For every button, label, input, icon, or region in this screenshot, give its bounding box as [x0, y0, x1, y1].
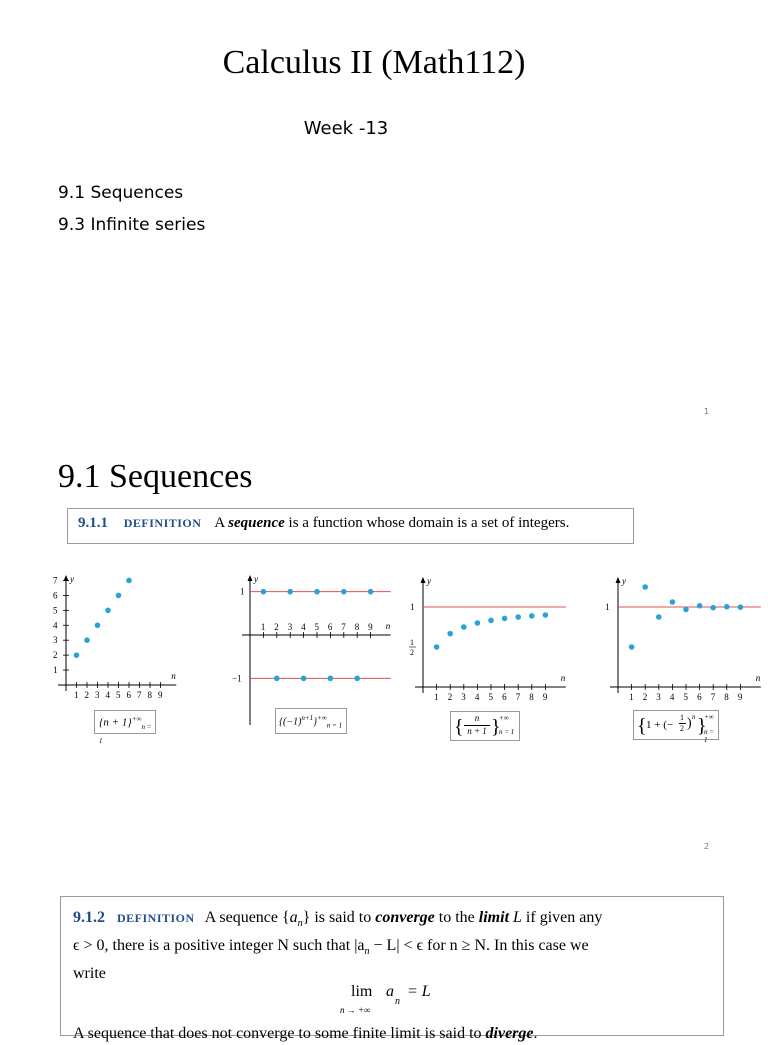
caption-exp: n [692, 713, 696, 721]
data-point [116, 593, 122, 599]
data-point [502, 616, 508, 622]
y-axis-arrow [616, 577, 621, 583]
x-tick-label: 6 [126, 690, 131, 700]
data-point [434, 644, 440, 650]
x-tick-label: 9 [368, 622, 373, 632]
y-tick-label: 2 [53, 650, 58, 661]
x-tick-label: 2 [642, 692, 648, 702]
caption-box-3: { n n + 1 } +∞ n = 1 [450, 711, 520, 741]
x-tick-label: 8 [354, 622, 360, 632]
text: to the [434, 909, 479, 926]
definition-line-1 [73, 907, 723, 935]
definition-text-before: A [214, 515, 229, 531]
section-heading: 9.1 Sequences [58, 458, 253, 495]
x-tick-label: 4 [105, 690, 110, 700]
x-tick-label: 6 [502, 692, 507, 702]
data-point [515, 614, 521, 620]
data-point [341, 589, 347, 595]
x-tick-label: 1 [629, 692, 634, 702]
caption-close: } [313, 716, 318, 728]
page-number: 1 [704, 407, 710, 416]
data-point [543, 612, 549, 618]
data-point [529, 613, 535, 619]
x-tick-label: 8 [147, 690, 152, 700]
caption-sup: +∞ [131, 715, 142, 723]
definition-line-4 [73, 1023, 723, 1045]
caption-den: n + 1 [467, 726, 487, 736]
text: ϵ > 0, there is a positive integer N such that |a [73, 937, 365, 955]
var-sub: n [364, 946, 370, 958]
caption-exp: n+1 [301, 714, 314, 722]
y-tick-label: −1 [232, 673, 242, 684]
x-tick-label: 7 [515, 692, 521, 702]
caption-frac-num: 1 [680, 713, 684, 722]
x-tick-label: 5 [314, 622, 319, 632]
caption-num: n [474, 713, 480, 723]
x-axis-label: n [171, 671, 176, 681]
x-tick-label: 5 [683, 692, 688, 702]
caption-sub: n = 1 [499, 728, 515, 736]
x-tick-label: 3 [95, 690, 100, 700]
y-tick-label: 6 [53, 590, 58, 601]
x-tick-label: 4 [301, 622, 306, 632]
x-axis-label: n [560, 673, 566, 683]
caption-sub: n = 1 [704, 728, 714, 744]
data-point [738, 604, 744, 610]
y-axis-arrow [421, 577, 426, 583]
x-tick-label: 3 [287, 622, 293, 632]
y-axis-label: y [70, 574, 74, 584]
data-point [368, 589, 374, 595]
caption-frac-den: 2 [680, 724, 684, 733]
y-tick-label: 1 [53, 665, 58, 676]
text: . [533, 1025, 538, 1043]
lim-under: n → +∞ [340, 1005, 371, 1016]
y-tick-label: 4 [53, 620, 58, 631]
data-point [287, 589, 293, 595]
data-point [724, 604, 730, 610]
definition-number: 9.1.2 [73, 909, 105, 926]
data-point [74, 652, 80, 658]
term-limit: limit [478, 909, 510, 926]
data-point [447, 631, 453, 637]
x-tick-label: 7 [710, 692, 716, 702]
data-point [314, 589, 320, 595]
y-tick-label: 1 [410, 602, 415, 612]
week-label: Week -13 [303, 118, 389, 139]
data-point [328, 676, 334, 682]
x-tick-label: 8 [724, 692, 729, 702]
x-axis-label: n [385, 621, 391, 631]
data-point [461, 624, 467, 630]
y-tick-label-num: 1 [410, 638, 414, 647]
caption-text: 1 + (− [646, 719, 674, 731]
x-axis-label: n [755, 673, 761, 683]
x-tick-label: 1 [74, 690, 79, 700]
x-tick-label: 9 [737, 692, 743, 702]
x-tick-label: 2 [447, 692, 453, 702]
caption-box-1 [94, 710, 156, 746]
data-point [84, 637, 90, 643]
caption-sup: +∞ [499, 714, 509, 722]
definition-text-after: is a function whose domain is a set of integers. [284, 515, 570, 531]
data-point [488, 618, 494, 624]
slide-1 [0, 0, 768, 432]
text: − L| < ϵ for n ≥ N. In this case we [369, 937, 589, 955]
limit-formula [73, 985, 723, 1023]
toc-item-sequences: 9.1 Sequences [58, 183, 184, 203]
y-tick-label: 3 [53, 635, 58, 646]
x-tick-label: 6 [327, 622, 333, 632]
caption-box-4: { 1 + (− 1 2 ) n } +∞ n = 1 [633, 710, 719, 740]
lim-text: lim [351, 983, 373, 1001]
y-axis-label: y [254, 574, 258, 584]
data-point [274, 676, 280, 682]
y-tick-label: 7 [53, 575, 58, 586]
x-tick-label: 5 [116, 690, 121, 700]
caption-text: {n + 1} [99, 716, 132, 729]
term-diverge: diverge [485, 1025, 534, 1043]
data-point [475, 620, 481, 626]
caption-text: {(−1) [279, 716, 302, 728]
definition-keyword: DEFINITION [123, 516, 202, 530]
lim-rhs: a [386, 983, 394, 1001]
x-tick-label: 1 [260, 622, 266, 632]
x-tick-label: 4 [474, 692, 480, 702]
y-tick-label: 1 [605, 602, 610, 612]
text: if given any [521, 909, 603, 926]
text: write [73, 965, 106, 983]
data-point [126, 578, 132, 584]
data-point [670, 599, 676, 605]
text: A sequence that does not converge to some finite limit is said to [73, 1025, 486, 1043]
definition-keyword: DEFINITION [117, 911, 195, 925]
definition-box-9-1-1 [67, 508, 634, 544]
data-point [261, 589, 267, 595]
x-tick-label: 6 [697, 692, 702, 702]
x-tick-label: 3 [461, 692, 466, 702]
y-tick-label-den: 2 [410, 648, 414, 657]
data-point [642, 584, 648, 590]
data-point [697, 603, 703, 609]
course-title: Calculus II (Math112) [222, 44, 526, 81]
x-tick-label: 2 [274, 622, 279, 632]
x-tick-label: 1 [434, 692, 439, 702]
definition-number: 9.1.1 [78, 515, 108, 531]
data-point [629, 644, 635, 650]
definition-box-9-1-2 [60, 896, 724, 1043]
text: } is said to [302, 909, 376, 926]
y-axis-label: y [622, 576, 626, 586]
y-tick-label: 1 [240, 586, 245, 597]
x-tick-label: 9 [542, 692, 548, 702]
var-sub: n [297, 918, 303, 930]
data-point [301, 676, 307, 682]
definition-term: sequence [228, 515, 285, 531]
x-tick-label: 7 [341, 622, 346, 632]
lim-eq: = L [403, 983, 431, 1001]
definition-line-2 [73, 935, 723, 963]
term-converge: converge [375, 909, 435, 926]
definition-line-3 [73, 963, 723, 985]
caption-sub: n = 1 [326, 721, 343, 730]
toc-item-infinite-series: 9.3 Infinite series [58, 215, 206, 235]
var: a [289, 909, 298, 926]
x-tick-label: 5 [488, 692, 493, 702]
caption-box-2 [275, 708, 347, 734]
data-point [95, 622, 101, 628]
x-tick-label: 3 [656, 692, 661, 702]
caption-sub: n = 1 [99, 722, 152, 746]
caption-sup: +∞ [704, 713, 714, 721]
lim-rhs-sub: n [395, 996, 400, 1008]
data-point [354, 676, 360, 682]
data-point [656, 614, 662, 620]
x-tick-label: 4 [669, 692, 675, 702]
caption-sup: +∞ [317, 714, 327, 722]
x-tick-label: 2 [84, 690, 89, 700]
y-tick-label: 5 [53, 605, 58, 616]
x-tick-label: 9 [158, 690, 163, 700]
text: A sequence { [204, 909, 290, 926]
y-axis-label: y [427, 576, 431, 586]
data-point [710, 605, 716, 611]
y-axis-arrow [248, 575, 253, 581]
x-tick-label: 7 [137, 690, 142, 700]
var-L: L [513, 909, 522, 926]
page-number: 2 [704, 842, 710, 851]
x-tick-label: 8 [529, 692, 534, 702]
data-point [105, 608, 111, 614]
data-point [683, 607, 689, 613]
